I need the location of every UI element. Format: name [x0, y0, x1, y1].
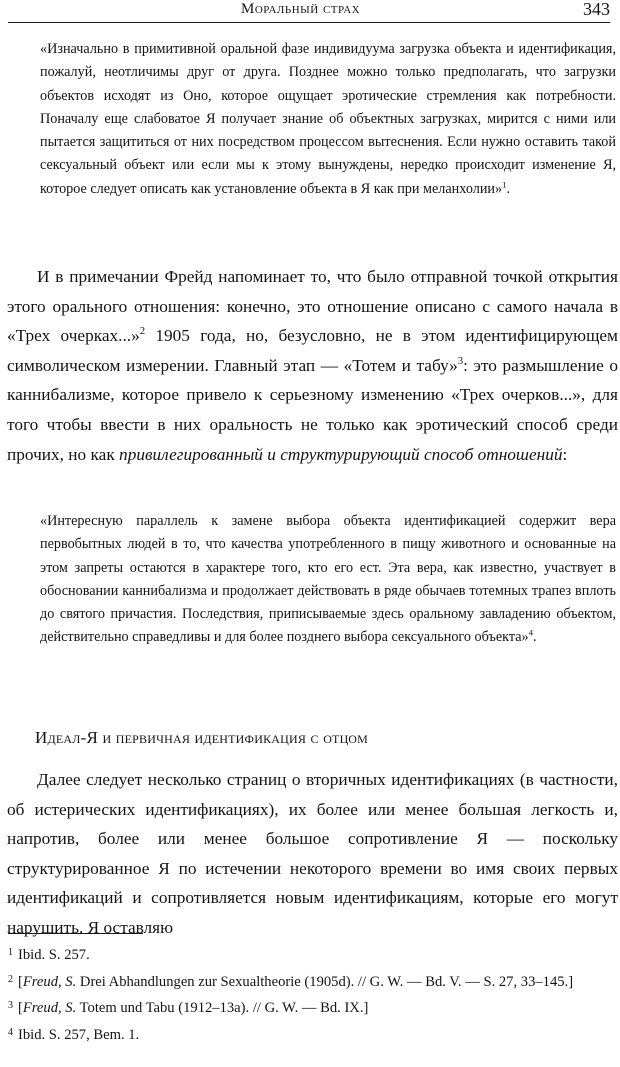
footnote-divider — [8, 933, 143, 934]
paragraph-1-emphasis: привилегированный и структурирующий способ отношений — [119, 444, 563, 464]
footnote-number: 2 — [8, 973, 13, 985]
footnote-number: 1 — [8, 947, 13, 958]
footnote-number: 4 — [8, 1026, 13, 1038]
paragraph-1-text-a: И в примечании Фрейд напоминает то, что было отправной точкой открытия этого орального отношения: конечно, это отношение описано с самого начала в «Трех очерках...» — [7, 267, 618, 346]
footnote-ref-4[interactable]: 4 — [528, 627, 533, 638]
footnote-text: Ibid. S. 257. — [18, 947, 90, 963]
running-header — [8, 0, 610, 23]
footnotes — [8, 942, 618, 1048]
footnote-text: Totem und Tabu (1912–13a). // G. W. — Bd. IX.] — [76, 1000, 369, 1016]
paragraph-1-text-c: : это размышление о каннибализме, которое привело к серьезному изменению «Трех очерков...», для того чтобы ввести в них оральность не только как эротический способ среди прочих, но как — [7, 355, 618, 464]
footnote-ref-2[interactable]: 2 — [139, 325, 146, 338]
paragraph-1-text-d: : — [562, 444, 568, 464]
footnote-text: Ibid. S. 257, Bem. 1. — [18, 1026, 140, 1043]
paragraph-1-text-b: 1905 года, но, безусловно, не в этом идентифицирующем символическом измерении. Главный этап — «Тотем и табу» — [7, 326, 618, 375]
page-number: 343 — [583, 0, 610, 19]
quote-2-text: «Интересную параллель к замене выбора объекта идентификацией содержит вера первобытных людей в то, что качества употребленного в пищу животного и основанные на этом запреты остаются в характере того, кто его ест. Эта вера, как известно, участвует в обосновании каннибализма и продолжает действовать в ряде обычаев тотемных трапез вплоть до святого причастия. Последствия, приписываемые здесь оральному завладению объектом, действительно справедливы и для более позднего выбора сексуального объекта» — [40, 513, 616, 646]
footnote-3 — [8, 995, 618, 1020]
footnote-author: Freud, S. — [22, 1000, 77, 1016]
footnote-4 — [8, 1022, 618, 1047]
paragraph-2-text: Далее следует несколько страниц о вторичных идентификациях (в частности, об истерических идентификациях), их более или менее большая легкость и, напротив, более или менее большое сопротивление Я — поскольку структурированное Я по истечении некоторого времени во имя своих первых идентификаций и сопротивляется новым идентификациям, которые его могут нарушить. Я оставляю — [7, 770, 618, 937]
quote-2-end: . — [533, 629, 537, 646]
footnote-ref-1[interactable]: 1 — [502, 179, 507, 190]
footnote-text: [ — [18, 1000, 23, 1016]
footnote-text: Drei Abhandlungen zur Sexualtheorie (1905d). // G. W. — Bd. V. — S. 27, 33–145.] — [76, 973, 574, 990]
footnote-author: Freud, S. — [22, 973, 77, 990]
footnote-2 — [8, 969, 618, 994]
block-quote-1: «Изначально в примитивной оральной фазе индивидуума загрузка объекта и идентификация, пожалуй, неотличимы друг от друга. Позднее можно только предполагать, что загрузки объектов исходят из Оно, которое ощущает эротические стремления как потребности. Поначалу еще слабоватое Я получает знание об объектных загрузках, мирится с ними или пытается защититься от них посредством процессом вытеснения. Если нужно оставить такой сексуальный объект или если мы к этому вынуждены, нередко происходит изменение Я, которое следует описать как установление объекта в Я как при меланхолии»$^1$. — [40, 41, 616, 197]
section-heading: Идеал-Я и первичная идентификация с отцом — [35, 728, 369, 747]
footnote-1 — [8, 942, 618, 967]
quote-1-text: «Изначально в примитивной оральной фазе индивидуума загрузка объекта и идентификация, пожалуй, неотличимы друг от друга. Позднее можно только предполагать, что загрузки объектов исходят из Оно, которое ощущает эротические стремления как потребности. Поначалу еще слабоватое Я получает знание об объектных загрузках, мирится с ними или пытается защититься от них посредством процессом вытеснения. Если нужно оставить такой сексуальный объект или если мы к этому вынуждены, нередко происходит изменение Я, которое следует описать как установление объекта в Я как при меланхолии» — [40, 41, 616, 197]
body-paragraph-2 — [7, 765, 618, 943]
body-paragraph-1 — [7, 262, 618, 469]
footnote-number: 3 — [8, 1000, 13, 1011]
footnote-text: [ — [18, 973, 23, 990]
block-quote-2 — [40, 510, 616, 650]
running-title: Моральный страх — [241, 1, 361, 17]
footnote-ref-3[interactable]: 3 — [457, 355, 464, 368]
